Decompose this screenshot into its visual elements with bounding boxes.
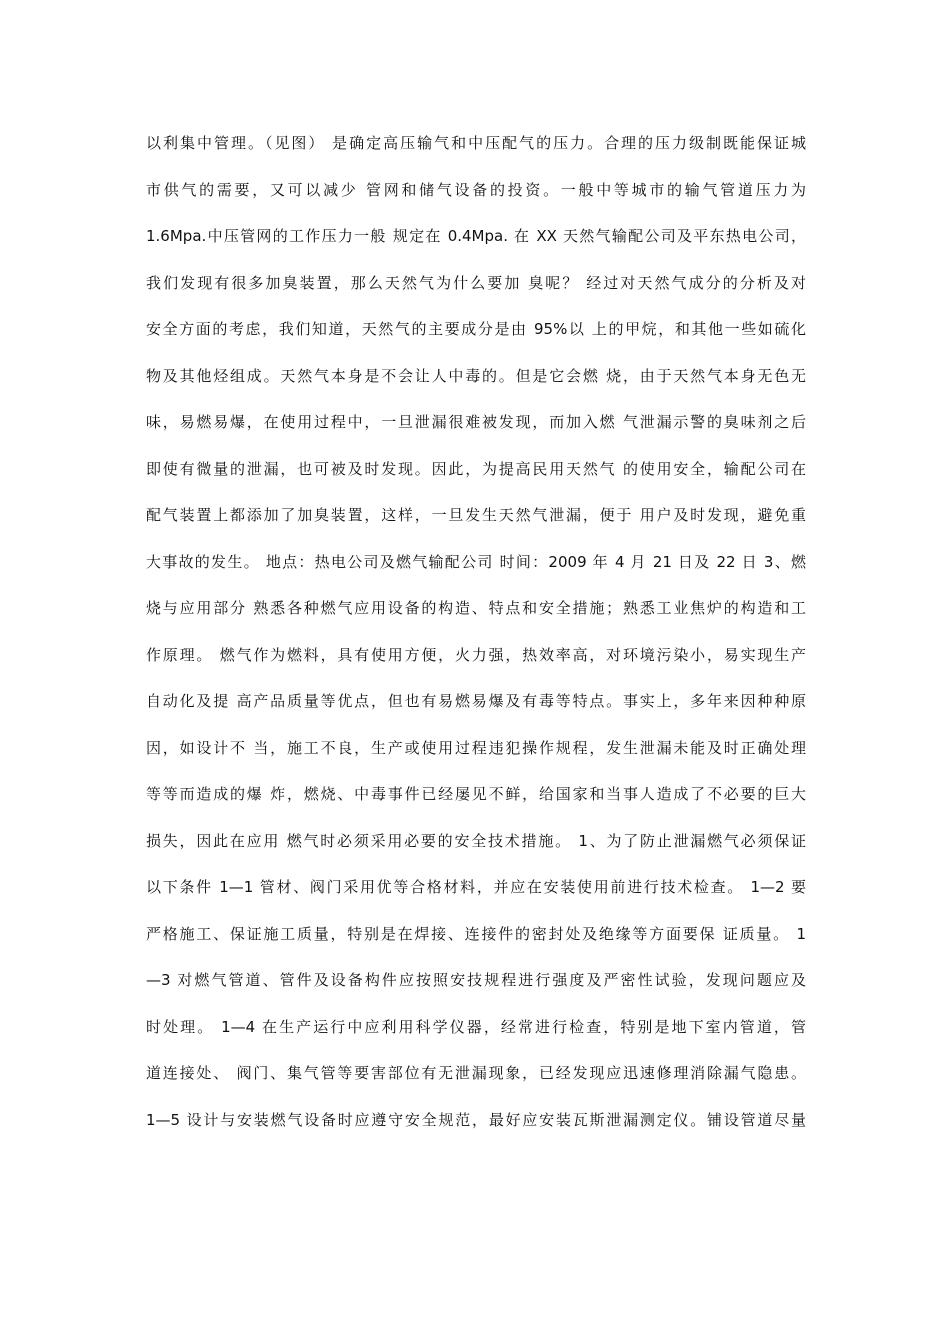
text-line-18: 严格施工、保证施工质量，特别是在焊接、连接件的密封处及绝缘等方面要保 证质量。 1 xyxy=(146,924,806,943)
text-line-21: 道连接处、 阀门、集气管等要害部位有无泄漏现象，已经发现应迅速修理消除漏气隐患。 xyxy=(146,1064,806,1082)
text-line-4: 我们发现有很多加臭装置，那么天然气为什么要加 臭呢？ 经过对天然气成分的分析及对 xyxy=(146,273,806,292)
text-line-9: 配气装置上都添加了加臭装置，这样，一旦发生天然气泄漏，便于 用户及时发现，避免重 xyxy=(146,506,806,524)
text-line-11: 烧与应用部分 熟悉各种燃气应用设备的构造、特点和安全措施；熟悉工业焦炉的构造和工 xyxy=(146,599,806,617)
body-text xyxy=(146,120,806,1143)
text-line-2: 市供气的需要，又可以减少 管网和储气设备的投资。一般中等城市的输气管道压力为 xyxy=(146,180,806,199)
text-line-13: 自动化及提 高产品质量等优点，但也有易燃易爆及有毒等特点。事实上，多年来因种种原 xyxy=(146,692,806,710)
text-line-3: 1.6Mpa.中压管网的工作压力一般 规定在 0.4Mpa. 在 XX 天然气输配公司及平东热电公司， xyxy=(146,227,806,245)
text-line-17: 以下条件 1—1 管材、阀门采用优等合格材料，并应在安装使用前进行技术检查。 1—2 要 xyxy=(146,878,806,896)
text-line-12: 作原理。 燃气作为燃料，具有使用方便，火力强，热效率高，对环境污染小，易实现生产 xyxy=(146,645,806,664)
text-line-7: 味，易燃易爆，在使用过程中，一旦泄漏很难被发现，而加入燃 气泄漏示警的臭味剂之后 xyxy=(146,413,806,431)
text-line-22: 1—5 设计与安装燃气设备时应遵守安全规范，最好应安装瓦斯泄漏测定仪。铺设管道尽量 xyxy=(146,1110,806,1129)
text-line-6: 物及其他烃组成。天然气本身是不会让人中毒的。但是它会燃 烧，由于天然气本身无色无 xyxy=(146,366,806,385)
text-line-1: 以利集中管理。（见图） 是确定高压输气和中压配气的压力。合理的压力级制既能保证城 xyxy=(146,134,806,152)
text-line-10: 大事故的发生。 地点：热电公司及燃气输配公司 时间：2009 年 4 月 21 日及 22 日 3、燃 xyxy=(146,552,806,571)
text-line-15: 等等而造成的爆 炸，燃烧、中毒事件已经屡见不鲜，给国家和当事人造成了不必要的巨大 xyxy=(146,785,806,803)
text-line-20: 时处理。 1—4 在生产运行中应利用科学仪器，经常进行检查，特别是地下室内管道，管 xyxy=(146,1017,806,1036)
text-line-19: —3 对燃气管道、管件及设备构件应按照安技规程进行强度及严密性试验，发现问题应及 xyxy=(146,971,806,989)
text-line-5: 安全方面的考虑，我们知道，天然气的主要成分是由 95%以 上的甲烷，和其他一些如硫化 xyxy=(146,320,806,338)
text-line-16: 损失，因此在应用 燃气时必须采用必要的安全技术措施。 1、为了防止泄漏燃气必须保证 xyxy=(146,831,806,850)
text-line-14: 因，如设计不 当，施工不良，生产或使用过程违犯操作规程，发生泄漏未能及时正确处理 xyxy=(146,738,806,757)
text-line-8: 即使有微量的泄漏，也可被及时发现。因此，为提高民用天然气 的使用安全，输配公司在 xyxy=(146,459,806,478)
